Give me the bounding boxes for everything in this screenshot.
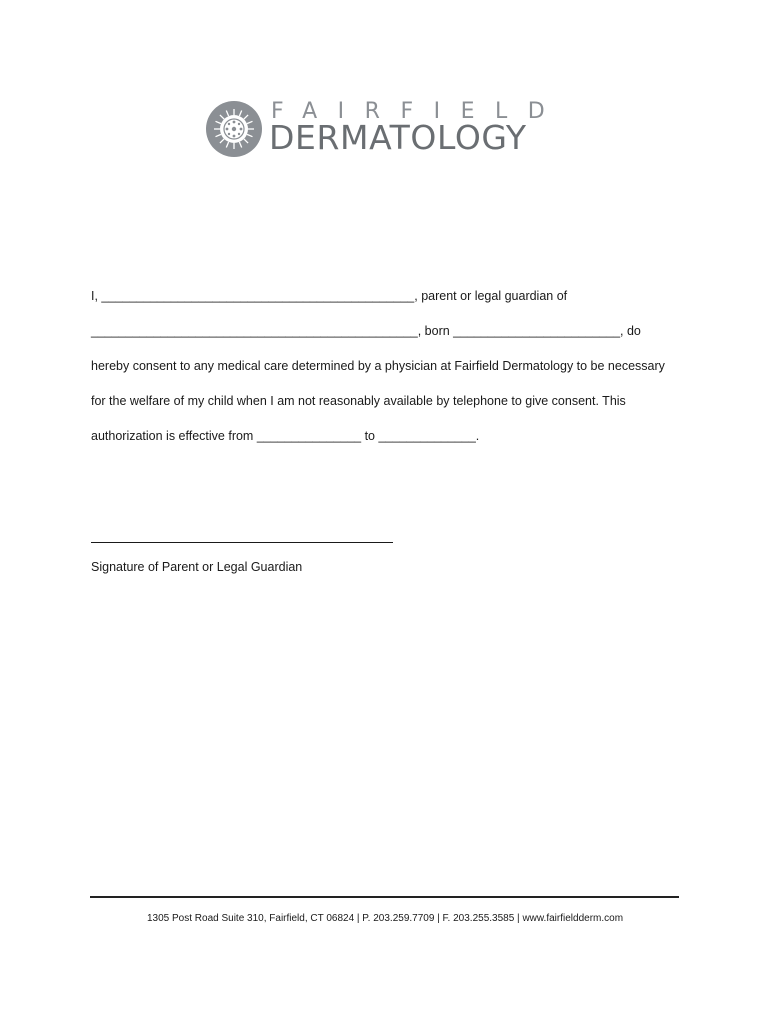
consent-line-1: I, _____________________________________________, parent or legal guardian of: [91, 289, 568, 303]
consent-line-5: authorization is effective from _______________ to ______________.: [91, 429, 480, 443]
consent-line-2: _______________________________________________, born ________________________, do: [91, 324, 641, 338]
consent-line-4: for the welfare of my child when I am not reasonably available by telephone to give consent. This: [91, 394, 626, 408]
logo: [205, 98, 565, 160]
footer-rule: [90, 896, 679, 898]
logo-text-top: FAIRFIELD: [271, 99, 566, 124]
signature-line: [91, 542, 393, 543]
logo-mark-icon: [205, 100, 263, 158]
signature-label: Signature of Parent or Legal Guardian: [91, 560, 303, 574]
logo-text-bottom: DERMATOLOGY: [269, 118, 527, 157]
consent-line-3: hereby consent to any medical care determined by a physician at Fairfield Dermatology to be necessary: [91, 359, 665, 373]
footer-contact: 1305 Post Road Suite 310, Fairfield, CT 06824 | P. 203.259.7709 | F. 203.255.3585 | www.fairfieldderm.com: [146, 913, 624, 924]
